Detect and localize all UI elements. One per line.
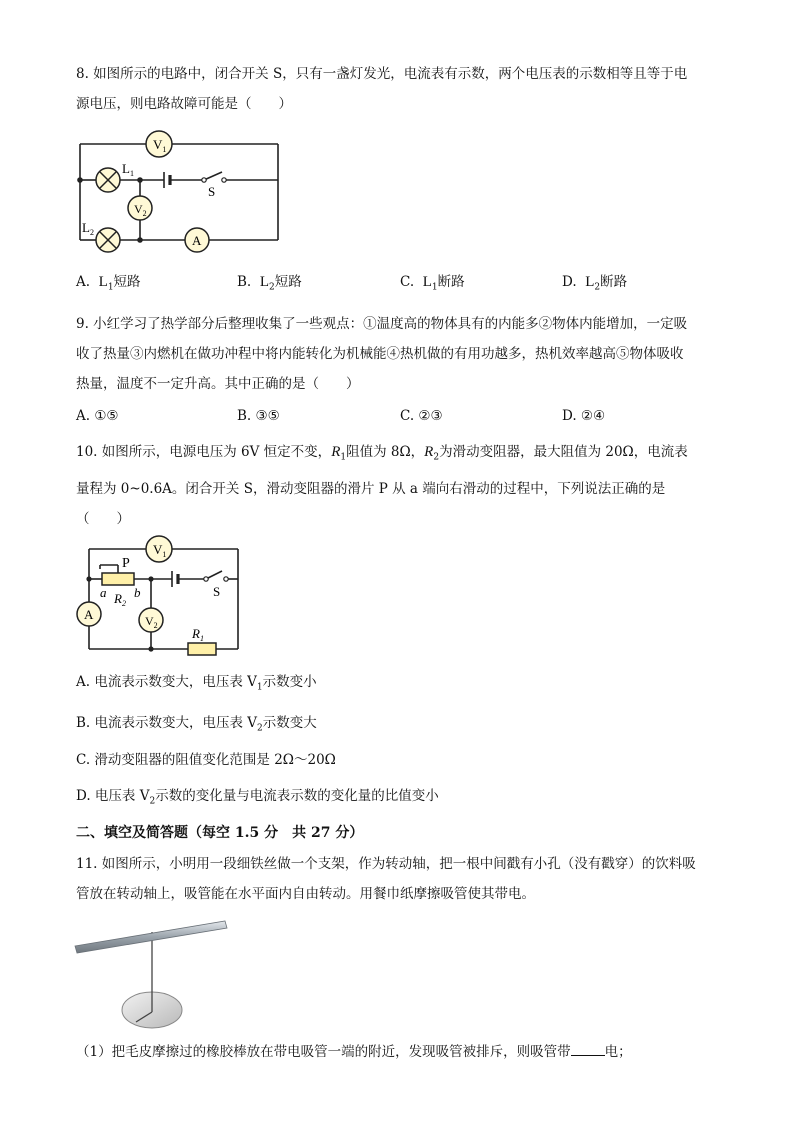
q10-line2: 量程为 0~0.6A。闭合开关 S，滑动变阻器的滑片 P 从 a 端向右滑动的过程中，下列说法正确的是 bbox=[76, 481, 666, 497]
q8-l2-label: $L_2$ bbox=[82, 220, 94, 237]
q10-b-end-label: b bbox=[134, 585, 141, 600]
q9-option-d: D. ②④ bbox=[562, 408, 606, 424]
rheostat-r2-icon bbox=[102, 573, 134, 585]
q8-line2: 源电压，则电路故障可能是（ ） bbox=[76, 96, 292, 112]
q10-ammeter-label: A bbox=[84, 607, 94, 622]
q8-v2-label: $V_2$ bbox=[134, 202, 147, 218]
q8-ammeter-label: A bbox=[192, 233, 202, 248]
q11-line2: 管放在转动轴上，吸管能在水平面内自由转动。用餐巾纸摩擦吸管使其带电。 bbox=[76, 886, 535, 902]
q8-switch-label: S bbox=[208, 184, 216, 199]
section-heading: 二、填空及简答题（每空 1.5 分 共 27 分） bbox=[76, 825, 364, 841]
q10-a-end-label: a bbox=[100, 585, 107, 600]
q8-circuit-diagram bbox=[70, 128, 290, 248]
q8-option-c: C. $L_1$断路 bbox=[400, 274, 465, 293]
q10-p-label: P bbox=[122, 556, 130, 571]
drinking-straw bbox=[75, 921, 227, 953]
q9-option-c: C. ②③ bbox=[400, 408, 443, 424]
q10-r2-label: $R_2$ bbox=[114, 591, 126, 608]
q10-v1-label: $V_1$ bbox=[153, 542, 167, 559]
q8-l1-label: $L_1$ bbox=[122, 161, 134, 178]
q8-option-a: A. $L_1$短路 bbox=[76, 274, 141, 293]
q9-option-b: B. ③⑤ bbox=[237, 408, 280, 424]
q8-v1-label: $V_1$ bbox=[153, 137, 167, 154]
q9-line3: 热量，温度不一定升高。其中正确的是（ ） bbox=[76, 376, 360, 392]
q9-line1: 9. 小红学习了热学部分后整理收集了一些观点：①温度高的物体具有的内能多②物体内能增加，一定吸 bbox=[76, 316, 688, 332]
q10-line1: 10. 如图所示，电源电压为 6V 恒定不变，$R_1$阻值为 8Ω，$R_2$为滑动变阻器，最大阻值为 20Ω，电流表 bbox=[76, 444, 688, 463]
q9-line2: 收了热量③内燃机在做功冲程中将内能转化为机械能④热机做的有用功越多，热机效率越高⑤物体吸收 bbox=[76, 346, 684, 362]
q11-line1: 11. 如图所示，小明用一段细铁丝做一个支架，作为转动轴，把一根中间戳有小孔（没有戳穿）的饮料吸 bbox=[76, 856, 696, 872]
q10-switch-label: S bbox=[213, 584, 221, 599]
q10-option-d: D. 电压表 $V_2$示数的变化量与电流表示数的变化量的比值变小 bbox=[76, 788, 439, 807]
answer-blank[interactable] bbox=[571, 1041, 605, 1056]
lamp-l2-icon bbox=[96, 228, 120, 252]
resistor-r1-icon bbox=[188, 643, 216, 655]
q8-option-d: D. $L_2$断路 bbox=[562, 274, 628, 293]
q10-option-c: C. 滑动变阻器的阻值变化范围是 2Ω～20Ω bbox=[76, 752, 336, 768]
straw-on-stand-figure bbox=[72, 912, 262, 1032]
q8-option-b: B. $L_2$短路 bbox=[237, 274, 302, 293]
q10-v2-label: $V_2$ bbox=[145, 614, 158, 630]
lamp-l1-icon bbox=[96, 168, 120, 192]
q10-circuit-diagram bbox=[72, 535, 252, 665]
q9-option-a: A. ①⑤ bbox=[76, 408, 119, 424]
q8-line1: 8. 如图所示的电路中，闭合开关 S，只有一盏灯发光，电流表有示数，两个电压表的示数相等且等于电 bbox=[76, 66, 688, 82]
q11-sub1: （1）把毛皮摩擦过的橡胶棒放在带电吸管一端的附近，发现吸管被排斥，则吸管带 电； bbox=[76, 1041, 632, 1062]
q10-line3: （ ） bbox=[76, 511, 130, 527]
q10-option-a: A. 电流表示数变大，电压表 $V_1$示数变小 bbox=[76, 674, 317, 693]
q10-r1-label: $R_1$ bbox=[192, 626, 204, 643]
q10-option-b: B. 电流表示数变大，电压表 $V_2$示数变大 bbox=[76, 715, 317, 734]
